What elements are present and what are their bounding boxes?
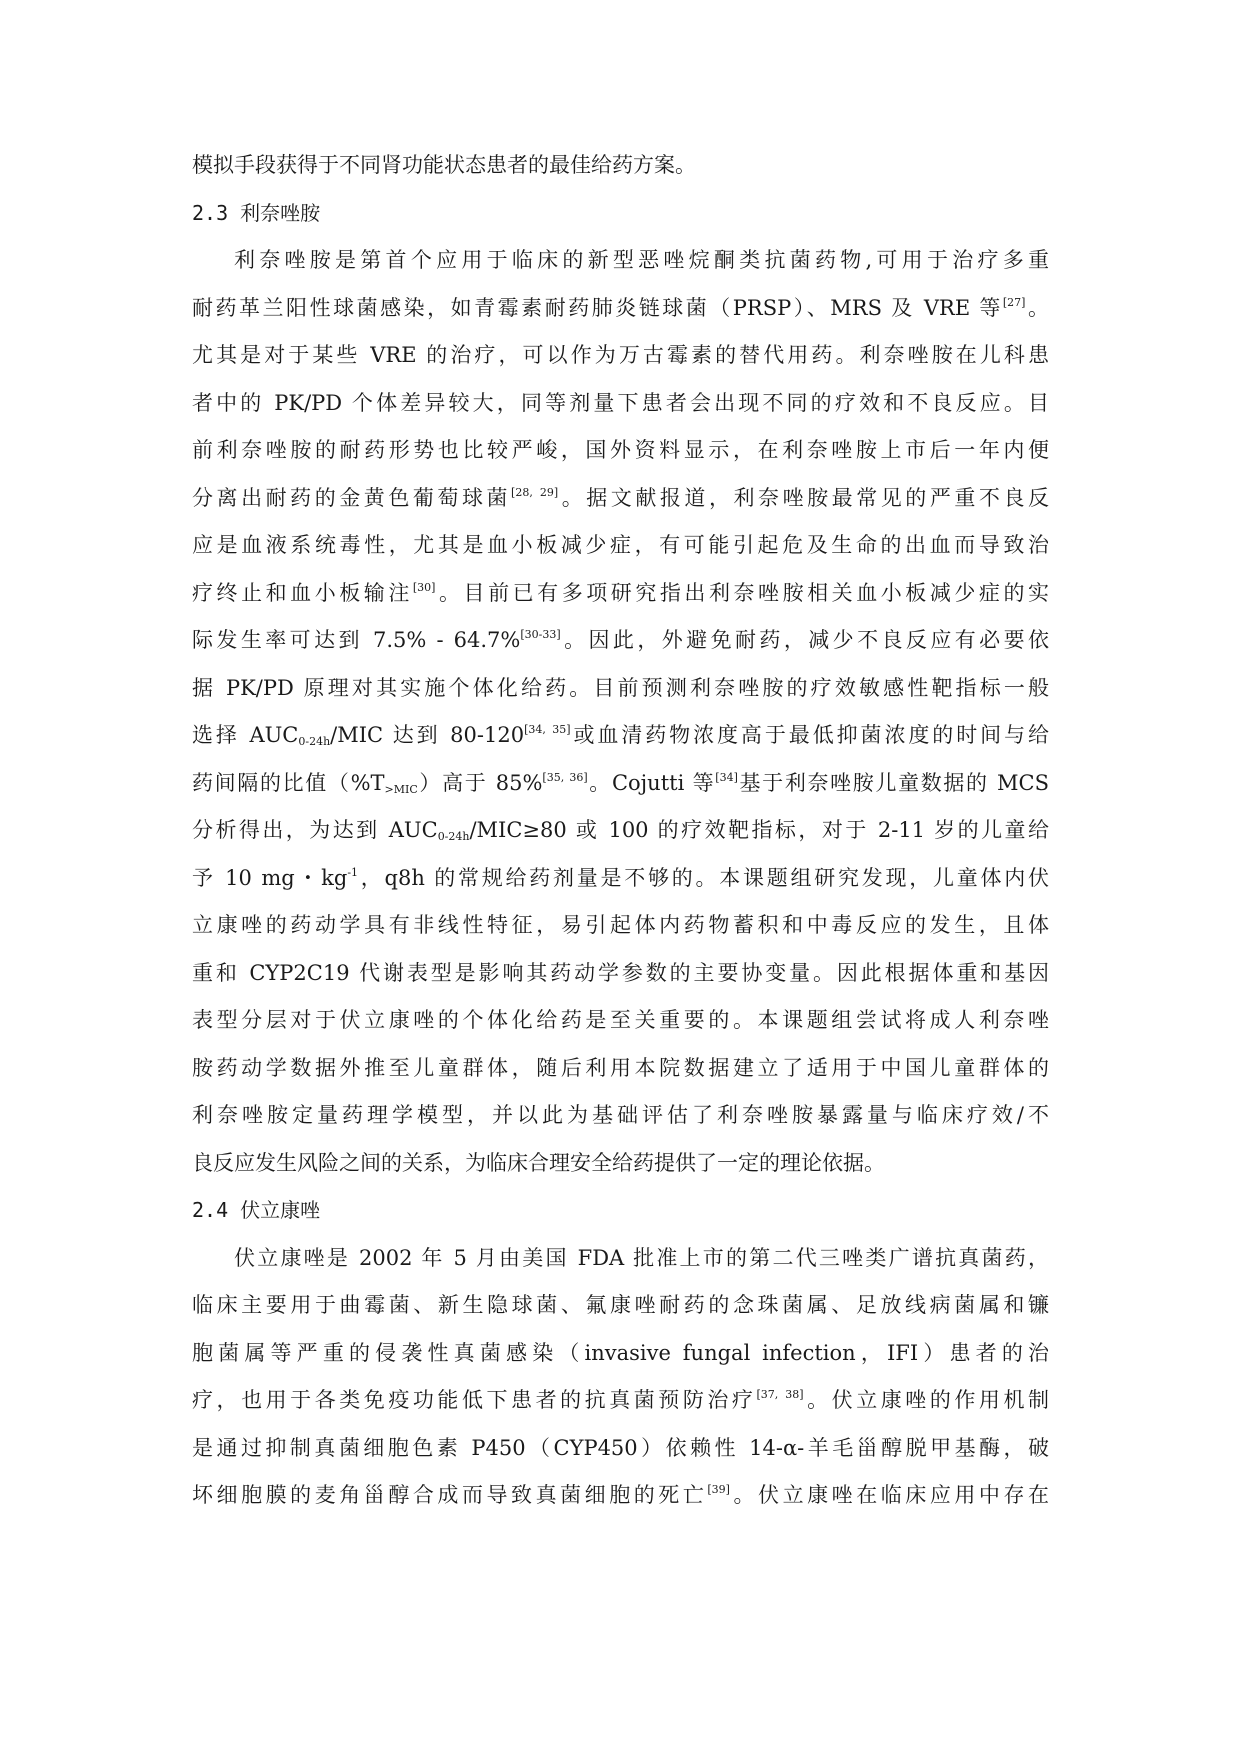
text-run: 重和 CYP2C19 代谢表型是影响其药动学参数的主要协变量。因此根据体重和基因	[192, 960, 1049, 985]
text-run: 耐药革兰阳性球菌感染，如青霉素耐药肺炎链球菌（PRSP）、MRS 及 VRE 等	[192, 295, 1003, 320]
text-line	[192, 712, 1049, 760]
citation: [35, 36]	[542, 770, 588, 784]
text-run: 利奈唑胺是第首个应用于临床的新型恶唑烷酮类抗菌药物,可用于治疗多重	[234, 248, 1049, 272]
text-line	[192, 807, 1049, 855]
text-line	[192, 285, 1049, 333]
text-line	[192, 475, 1049, 523]
text-run: 基于利奈唑胺儿童数据的 MCS	[737, 770, 1049, 795]
text-line	[192, 997, 1049, 1045]
text-line	[192, 237, 1049, 285]
text-line	[192, 332, 1049, 380]
text-run: 坏细胞膜的麦角甾醇合成而导致真菌细胞的死亡	[192, 1483, 708, 1507]
subscript: 0-24h	[437, 830, 470, 843]
text-line	[192, 380, 1049, 428]
text-run: 是通过抑制真菌细胞色素 P450（CYP450）依赖性 14-α-羊毛甾醇脱甲基酶，破	[192, 1435, 1049, 1460]
citation: [28, 29]	[511, 485, 559, 499]
text-run: 分析得出，为达到 AUC	[192, 818, 438, 842]
text-run: 疗，也用于各类免疫功能低下患者的抗真菌预防治疗	[192, 1388, 757, 1412]
text-line	[192, 902, 1049, 950]
text-run: 表型分层对于伏立康唑的个体化给药是至关重要的。本课题组尝试将成人利奈唑	[192, 1008, 1049, 1032]
text-line	[192, 855, 1049, 903]
section-heading	[192, 190, 1049, 238]
text-line	[192, 1235, 1049, 1283]
citation: -1	[347, 865, 359, 879]
document-page	[192, 142, 1049, 1520]
text-run: 。	[1025, 295, 1049, 320]
citation: [34]	[715, 770, 738, 784]
text-line	[192, 1045, 1049, 1093]
subscript: 0-24h	[298, 735, 331, 748]
text-run: 模拟手段获得于不同肾功能状态患者的最佳给药方案。	[192, 153, 696, 177]
text-run: 应是血液系统毒性，尤其是血小板减少症，有可能引起危及生命的出血而导致治	[192, 533, 1049, 557]
text-run: 伏立康唑是 2002 年 5 月由美国 FDA 批准上市的第二代三唑类广谱抗真菌药，	[234, 1245, 1049, 1270]
citation: [30]	[412, 580, 436, 594]
text-run: 据 PK/PD 原理对其实施个体化给药。目前预测利奈唑胺的疗效敏感性靶指标一般	[192, 675, 1049, 700]
text-run: 2.3 利奈唑胺	[192, 200, 321, 225]
text-run: 。伏立康唑在临床应用中存在	[729, 1483, 1050, 1507]
text-run: 予 10 mg・kg	[192, 865, 348, 890]
text-run: 者中的 PK/PD 个体差异较大，同等剂量下患者会出现不同的疗效和不良反应。目	[192, 390, 1049, 415]
text-run: 。伏立康唑的作用机制	[803, 1388, 1050, 1412]
text-line	[192, 142, 1049, 190]
section-heading	[192, 1187, 1049, 1235]
text-run: /MIC 达到 80-120	[330, 723, 525, 747]
text-line	[192, 1282, 1049, 1330]
citation: [37, 38]	[756, 1388, 804, 1401]
text-run: ）高于 85%	[417, 770, 543, 795]
text-run: 胺药动学数据外推至儿童群体，随后利用本院数据建立了适用于中国儿童群体的	[192, 1055, 1049, 1080]
citation: [30-33]	[520, 628, 561, 641]
citation: [34, 35]	[524, 723, 571, 736]
text-line	[192, 617, 1049, 665]
text-run: 临床主要用于曲霉菌、新生隐球菌、氟康唑耐药的念珠菌属、足放线病菌属和镰	[192, 1293, 1049, 1317]
text-run: 药间隔的比值（%T	[192, 770, 385, 795]
text-line	[192, 1377, 1049, 1425]
text-line	[192, 1092, 1049, 1140]
citation: [27]	[1002, 295, 1026, 309]
text-line	[192, 570, 1049, 618]
text-run: 际发生率可达到 7.5% - 64.7%	[192, 628, 521, 652]
text-run: 立康唑的药动学具有非线性特征，易引起体内药物蓄积和中毒反应的发生，且体	[192, 913, 1049, 937]
text-run: ，q8h 的常规给药剂量是不够的。本课题组研究发现，儿童体内伏	[358, 865, 1049, 890]
text-run: /MIC≥80 或 100 的疗效靶指标，对于 2-11 岁的儿童给	[469, 818, 1049, 842]
text-run: 利奈唑胺定量药理学模型，并以此为基础评估了利奈唑胺暴露量与临床疗效/不	[192, 1103, 1049, 1127]
subscript: >MIC	[384, 782, 418, 796]
text-line	[192, 760, 1049, 808]
text-line	[192, 1472, 1049, 1520]
text-line	[192, 665, 1049, 713]
text-line	[192, 522, 1049, 570]
text-line	[192, 427, 1049, 475]
text-line	[192, 1330, 1049, 1378]
text-run: 胞菌属等严重的侵袭性真菌感染（invasive fungal infection，IFI）患者的治	[192, 1340, 1049, 1365]
text-run: 分离出耐药的金黄色葡萄球菌	[192, 485, 512, 510]
text-run: 或血清药物浓度高于最低抑菌浓度的时间与给	[570, 723, 1049, 747]
text-run: 选择 AUC	[192, 723, 299, 747]
text-run: 前利奈唑胺的耐药形势也比较严峻，国外资料显示，在利奈唑胺上市后一年内便	[192, 438, 1049, 462]
text-line	[192, 950, 1049, 998]
text-run: 。据文献报道，利奈唑胺最常见的严重不良反	[558, 485, 1050, 510]
text-run: 尤其是对于某些 VRE 的治疗，可以作为万古霉素的替代用药。利奈唑胺在儿科患	[192, 343, 1049, 367]
text-line	[192, 1425, 1049, 1473]
text-run: 2.4 伏立康唑	[192, 1198, 321, 1222]
text-run: 良反应发生风险之间的关系，为临床合理安全给药提供了一定的理论依据。	[192, 1150, 885, 1175]
text-run: 。Cojutti 等	[587, 770, 716, 795]
text-run: 。目前已有多项研究指出利奈唑胺相关血小板减少症的实	[435, 580, 1050, 605]
text-run: 疗终止和血小板输注	[192, 580, 413, 605]
text-line	[192, 1140, 1049, 1188]
text-run: 。因此，外避免耐药，减少不良反应有必要依	[560, 628, 1049, 652]
citation: [39]	[707, 1483, 730, 1496]
